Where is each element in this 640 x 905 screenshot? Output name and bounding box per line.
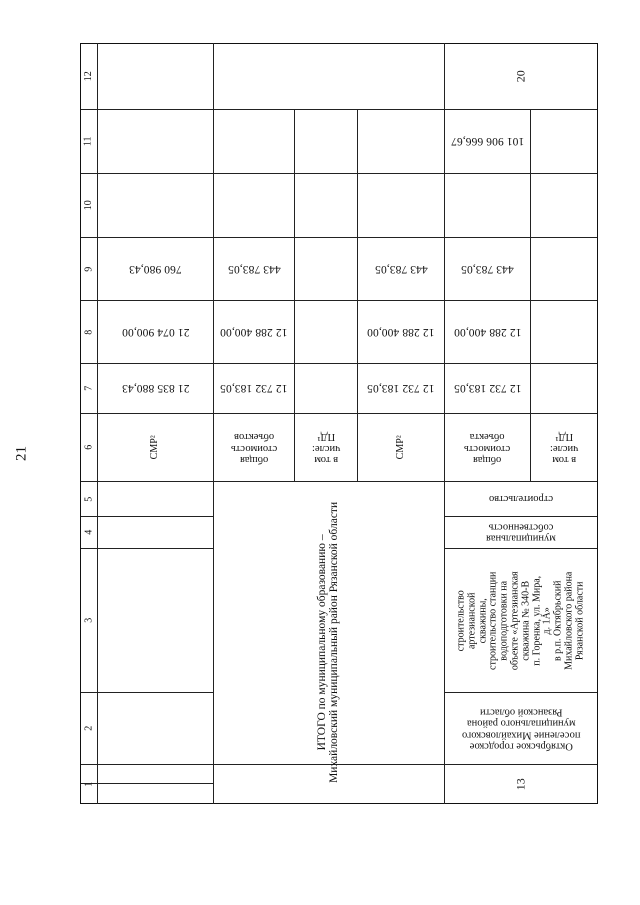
row-13-cost-label: общая стоимость объекта [464,430,511,465]
col-header-11: 11 [82,136,94,147]
total-mo-cost-c7: 12 732 183,05 [220,382,288,395]
total-mo-smr-c9: 443 783,05 [374,263,428,276]
row-13-cost-c7: 12 732 183,05 [453,382,522,395]
col-header-12: 12 [82,71,94,82]
grid-line [80,516,214,517]
total-mo-cost-c9: 443 783,05 [227,263,281,276]
row-13-number: 13 [513,778,528,790]
total-mo-smr-c7: 12 732 183,05 [367,382,435,395]
col-header-9: 9 [82,266,94,272]
total-district-smr-c7: 21 835 880,43 [121,382,190,395]
row-13-municipality: Октябрьское городское поселение Михайловского муниципального района Рязанской области [461,706,581,752]
grid-line [80,173,598,174]
total-mo-smr-label: СМР² [394,435,406,460]
total-mo-cost-c8: 12 288 400,00 [220,326,288,339]
col-header-2: 2 [82,726,94,731]
total-district-smr-label: СМР² [149,435,161,460]
col-header-8: 8 [82,329,94,335]
page-footer-number: 20 [513,70,528,83]
col-header-10: 10 [82,200,94,211]
table-border-right [597,43,598,804]
row-13-ownership: муниципальная собственность [486,521,556,544]
total-district-smr-c9: 760 980,43 [129,263,182,276]
row-13-object-name: строительство артезианской скважины, строительство станции водоподготовки на объекте «Артезианская скважина № 340-В п. Горенка, ул. Мира, д. 1А» в р.п. Октябрьский Михайловского района Рязанской области [455,571,585,670]
col-header-4: 4 [82,530,94,535]
grid-line [80,548,214,549]
col-header-3: 3 [82,618,94,623]
row-13-cost-c11: 101 906 666,67 [450,135,525,148]
grid-line [80,692,214,693]
col-header-6: 6 [82,445,94,450]
total-district-smr-c8: 21 074 900,00 [121,326,190,339]
col-header-1: 1 [82,781,94,787]
row-13-cost-c8: 12 288 400,00 [453,326,522,339]
page-number: 21 [13,446,30,461]
row-13-cost-c9: 443 783,05 [461,263,514,276]
total-municipality-label: ИТОГО по муниципальному образованию – Михайловский муниципальный район Рязанской области [316,501,341,784]
row-13-work-type: строительство [488,493,554,505]
col-header-5: 5 [82,496,94,502]
col-header-7: 7 [82,386,94,391]
total-mo-smr-c8: 12 288 400,00 [367,326,435,339]
grid-line [80,783,214,784]
row-13-pd-label: в том числе: ПД¹ [549,430,579,465]
table-border-bottom [80,803,598,804]
total-mo-cost-label: общая стоимость объектов [230,430,278,465]
total-mo-pd-label: в том числе: ПД¹ [311,430,341,465]
